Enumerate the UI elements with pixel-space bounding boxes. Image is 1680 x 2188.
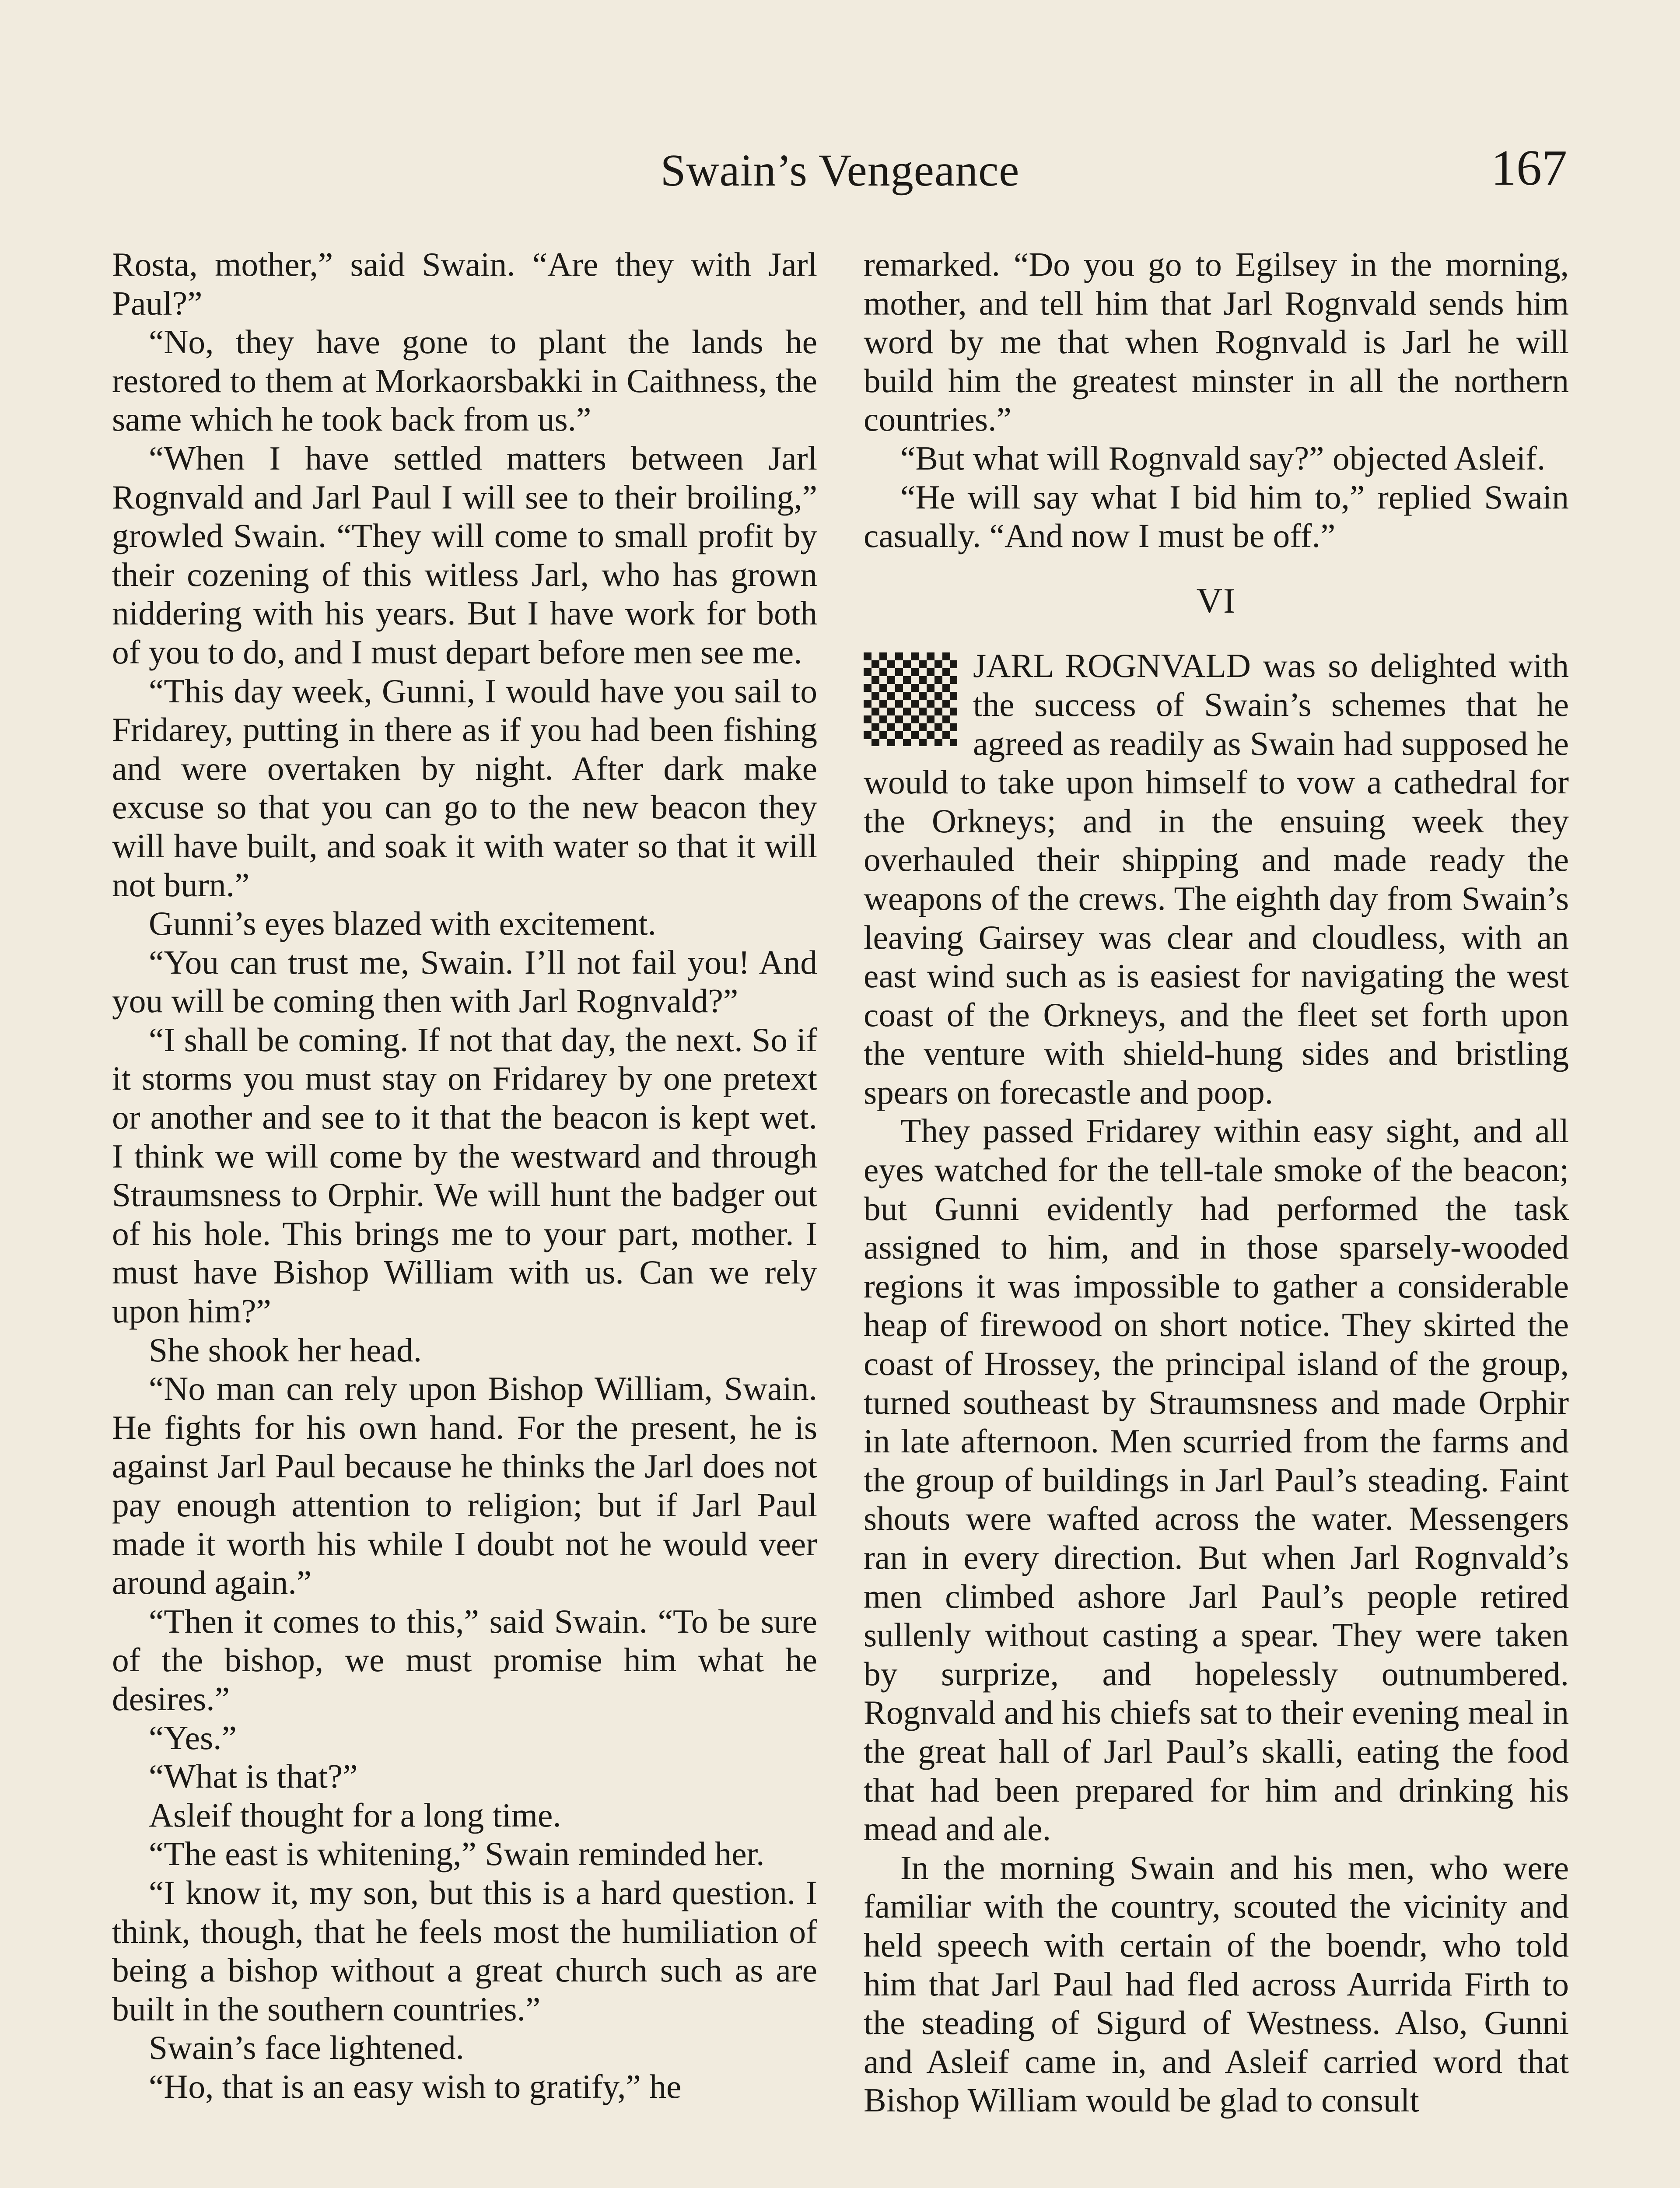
section-opening [864,646,1569,1112]
paragraph: “But what will Rognvald say?” objected Asleif. [900,439,1546,477]
ornamental-dropcap-icon [864,652,957,746]
paragraph: Rosta, mother,” said Swain. “Are they with Jarl Paul?” [112,245,817,322]
paragraph: “The east is whitening,” Swain reminded her. [149,1835,765,1873]
paragraph: They passed Fridarey within easy sight, and all eyes watched for the tell-tale smoke of the beacon; but Gunni evidently had performed the task assigned to him, and in those sparsely-wooded regions it was impossible to gather a considerable heap of firewood on short notice. They skirted the coast of Hrossey, the principal island of the group, turned southeast by Straumsness and made Orphir in late afternoon. Men scurried from the farms and the group of buildings in Jarl Paul’s steading. Faint shouts were wafted across the water. Messengers ran in every direction. But when Jarl Rognvald’s men climbed ashore Jarl Paul’s people retired sullenly without casting a spear. They were taken by surprize, and hopelessly outnumbered. Rognvald and his chiefs sat to their evening meal in the great hall of Jarl Paul’s skalli, eating the food that had been prepared for him and drinking his mead and ale. [864,1112,1569,1848]
paragraph: In the morning Swain and his men, who were familiar with the country, scouted the vicinity and held speech with certain of the boendr, who told him that Jarl Paul had fled across Aurrida Firth to the steading of Sigurd of Westness. Also, Gunni and Asleif came in, and Asleif carried word that Bishop William would be glad to consult [864,1848,1569,2119]
paragraph: JARL ROGNVALD was so delighted with the success of Swain’s schemes that he agreed as readily as Swain had supposed he would to take upon himself to vow a cathedral for the Orkneys; and in the ensuing week they overhauled their shipping and made ready the weapons of the crews. The eighth day from Swain’s leaving Gairsey was clear and cloudless, with an east wind such as is easiest for navigating the west coast of the Orkneys, and the fleet set forth upon the venture with shield-hung sides and bristling spears on forecastle and poop. [864,647,1569,1111]
paragraph: Swain’s face lightened. [149,2029,464,2067]
paragraph: “You can trust me, Swain. I’ll not fail you! And you will be coming then with Jarl Rognvald?” [112,943,817,1020]
right-column [864,245,1569,2188]
paragraph: “No, they have gone to plant the lands he restored to them at Morkaorsbakki in Caithness, the same which he took back from us.” [112,323,817,438]
paragraph: Asleif thought for a long time. [149,1796,561,1834]
paragraph: “No man can rely upon Bishop William, Swain. He fights for his own hand. For the present, he is against Jarl Paul because he thinks the Jarl does not pay enough attention to religion; but if Jarl Paul made it worth his while I doubt not he would veer around again.” [112,1370,817,1602]
paragraph: “He will say what I bid him to,” replied Swain casually. “And now I must be off.” [864,478,1569,555]
left-column [112,245,817,2188]
paragraph: “Ho, that is an easy wish to gratify,” he [149,2067,682,2105]
paragraph: “Then it comes to this,” said Swain. “To be sure of the bishop, we must promise him what he desires.” [112,1602,817,1718]
running-title: Swain’s Vengeance [660,145,1020,196]
section-heading: VI [1196,580,1236,621]
paragraph: “I shall be coming. If not that day, the next. So if it storms you must stay on Fridarey by one pretext or another and see to it that the beacon is kept wet. I think we will come by the westward and through Straumsness to Orphir. We will hunt the badger out of his hole. This brings me to your part, mother. I must have Bishop William with us. Can we rely upon him?” [112,1020,817,1330]
page-number: 167 [1491,140,1567,196]
paragraph: “Yes.” [149,1718,237,1757]
paragraph: “I know it, my son, but this is a hard question. I think, though, that he feels most the humiliation of being a bishop without a great church such as are built in the southern countries.” [112,1873,817,2028]
paragraph: She shook her head. [149,1331,422,1369]
paragraph: “This day week, Gunni, I would have you sail to Fridarey, putting in there as if you had been fishing and were overtaken by night. After dark make excuse so that you can go to the new beacon they will have built, and soak it with water so that it will not burn.” [112,672,817,904]
paragraph: Gunni’s eyes blazed with excitement. [149,905,657,943]
paragraph: “What is that?” [149,1757,358,1795]
paragraph: “When I have settled matters between Jarl Rognvald and Jarl Paul I will see to their broiling,” growled Swain. “They will come to small profit by their cozening of this witless Jarl, who has grown niddering with his years. But I have work for both of you to do, and I must depart before men see me. [112,439,817,671]
paragraph: remarked. “Do you go to Egilsey in the morning, mother, and tell him that Jarl Rognvald sends him word by me that when Rognvald is Jarl he will build him the greatest minster in all the northern countries.” [864,245,1569,438]
